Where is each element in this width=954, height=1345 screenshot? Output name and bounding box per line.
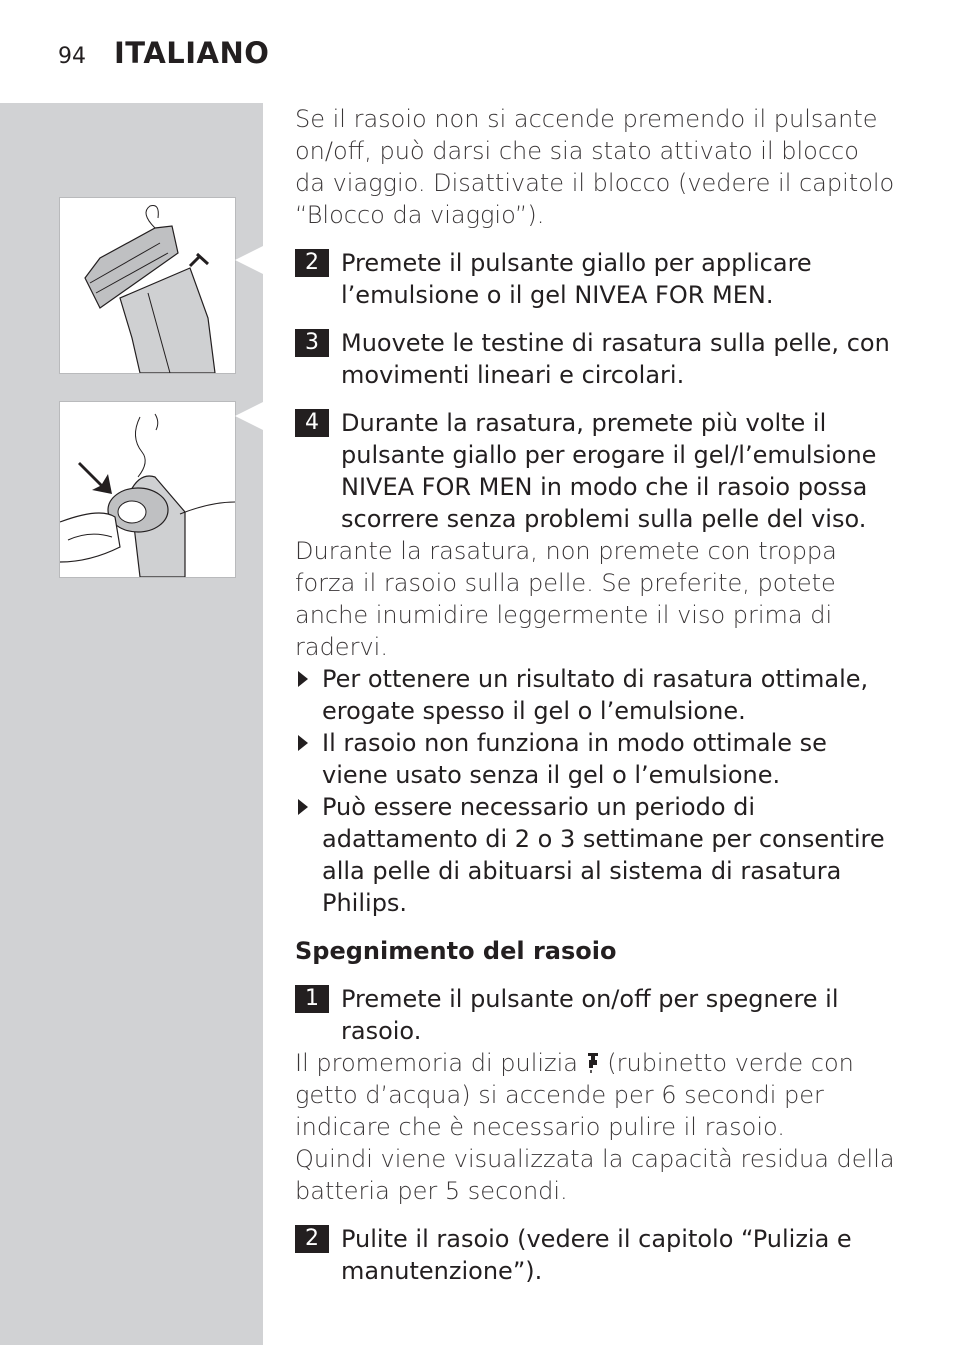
section-heading: Spegnimento del rasoio	[295, 937, 617, 965]
reminder-text-after: (rubinetto verde con getto d’acqua) si accende per 6 secondi per indicare che è necessario pulire il rasoio.	[295, 1049, 854, 1141]
list-item-text: Il rasoio non funziona in modo ottimale se viene usato senza il gel o l’emulsione.	[322, 729, 827, 789]
faucet-icon	[586, 1052, 600, 1074]
language-heading: ITALIANO	[114, 36, 270, 70]
list-item	[295, 727, 895, 791]
press-button-illustration	[60, 402, 235, 577]
page-number: 94	[58, 44, 86, 69]
step-text: Pulite il rasoio (vedere il capitolo “Pulizia e manutenzione”).	[341, 1225, 852, 1285]
step-number: 2	[295, 249, 329, 277]
step-3	[295, 327, 895, 391]
main-content	[295, 103, 895, 1287]
bullet-arrow-icon	[295, 727, 322, 759]
illustration-pointer	[235, 402, 263, 430]
step-number: 1	[295, 985, 329, 1013]
list-item	[295, 791, 895, 919]
page-header	[58, 36, 269, 72]
step-2	[295, 247, 895, 311]
reminder-paragraph	[295, 1047, 895, 1143]
battery-paragraph: Quindi viene visualizzata la capacità residua della batteria per 5 secondi.	[295, 1145, 895, 1205]
step-text: Premete il pulsante on/off per spegnere il rasoio.	[341, 985, 839, 1045]
bullet-arrow-icon	[295, 791, 322, 823]
step-number: 4	[295, 409, 329, 437]
step-text: Muovete le testine di rasatura sulla pelle, con movimenti lineari e circolari.	[341, 329, 890, 389]
list-item-text: Per ottenere un risultato di rasatura ottimale, erogate spesso il gel o l’emulsione.	[322, 665, 869, 725]
tips-list	[295, 663, 895, 919]
reminder-text-before: Il promemoria di pulizia	[295, 1049, 586, 1077]
intro-paragraph: Se il rasoio non si accende premendo il pulsante on/off, può darsi che sia stato attivato il blocco da viaggio. Disattivate il blocco (vedere il capitolo “Blocco da viaggio”).	[295, 105, 895, 229]
list-item-text: Può essere necessario un periodo di adattamento di 2 o 3 settimane per consentire alla pelle di abituarsi al sistema di rasatura Philips.	[322, 793, 885, 917]
illustration-shaver-gel	[59, 197, 236, 374]
list-item	[295, 663, 895, 727]
step-number: 2	[295, 1225, 329, 1253]
step-text: Premete il pulsante giallo per applicare l’emulsione o il gel NIVEA FOR MEN.	[341, 249, 812, 309]
shaver-dispense-illustration	[60, 198, 235, 373]
illustration-press-button	[59, 401, 236, 578]
step-4	[295, 407, 895, 535]
illustration-pointer	[235, 246, 263, 274]
note-paragraph: Durante la rasatura, non premete con troppa forza il rasoio sulla pelle. Se preferite, potete anche inumidire leggermente il viso prima di radervi.	[295, 537, 837, 661]
step-number: 3	[295, 329, 329, 357]
bullet-arrow-icon	[295, 663, 322, 695]
step-text: Durante la rasatura, premete più volte il pulsante giallo per erogare il gel/l’emulsione NIVEA FOR MEN in modo che il rasoio possa scorrere senza problemi sulla pelle del viso.	[341, 409, 877, 533]
step-2-cleaning	[295, 1223, 895, 1287]
step-1	[295, 983, 895, 1047]
